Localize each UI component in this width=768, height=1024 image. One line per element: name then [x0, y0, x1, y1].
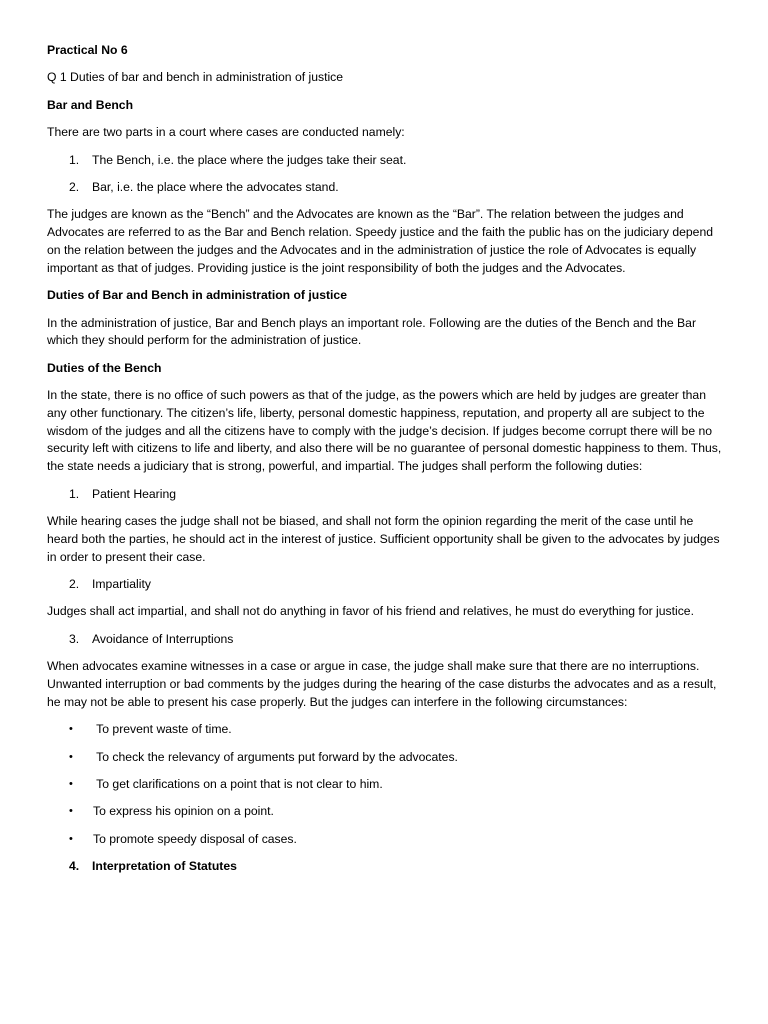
bullet-marker: •: [69, 832, 73, 845]
list-number: 4.: [69, 859, 80, 874]
duty-heading-patient-hearing: [47, 486, 723, 504]
question-heading: Q 1 Duties of bar and bench in administration of justice: [47, 70, 344, 85]
interruptions-paragraph: When advocates examine witnesses in a case or argue in case, the judge shall make sure that there are no interruptions. Unwanted interruption or bad comments by the judges during the hearing of the case disturbs the advocates and as a result, he may not be able to present his case properly. But the judges can interfere in the following circumstances:: [47, 659, 717, 709]
bullet-item: [47, 749, 723, 767]
bullet-text: To promote speedy disposal of cases.: [93, 831, 297, 846]
impartiality-paragraph: Judges shall act impartial, and shall not do anything in favor of his friend and relatives, he must do everything for justice.: [47, 604, 694, 619]
list-item: [47, 152, 723, 170]
list-number: 1.: [69, 486, 80, 501]
bullet-marker: •: [69, 805, 73, 818]
bullet-item: [47, 803, 723, 821]
duties-bench-heading: Duties of the Bench: [47, 360, 162, 375]
bullet-marker: •: [69, 723, 73, 736]
duty-label: Avoidance of Interruptions: [92, 631, 234, 646]
relation-paragraph: The judges are known as the “Bench” and the Advocates are known as the “Bar”. The relation between the judges and Advocates are referred to as the Bar and Bench relation. Speedy justice and the faith the public has on the judiciary depend on the relation between the judges and the Advocates and in the administration of justice the role of Advocates is equally important as that of judges. Providing justice is the joint responsibility of both the judges and the Advocates.: [47, 207, 713, 275]
bullet-marker: •: [69, 777, 73, 790]
list-number: 1.: [69, 152, 80, 167]
duty-heading-interruptions: [47, 631, 723, 649]
duties-paragraph: In the administration of justice, Bar and Bench plays an important role. Following are the duties of the Bench and the Bar which they should perform for the administration of justice.: [47, 315, 697, 348]
list-item-text: Bar, i.e. the place where the advocates stand.: [92, 179, 339, 194]
bullet-text: To express his opinion on a point.: [93, 804, 274, 819]
bench-paragraph: In the state, there is no office of such powers as that of the judge, as the powers which are held by judges are greater than any other functionary. The citizen’s life, liberty, personal domestic happiness, reputation, and property all are subject to the wisdom of the judges and all the citizens have to comply with the judge’s decision. If judges become corrupt there will be no security left with citizens to life and liberty, and also there will be no guarantee of personal domestic happiness to them. Thus, the state needs a judiciary that is strong, powerful, and impartial. The judges shall perform the following duties:: [47, 388, 722, 474]
list-number: 3.: [69, 631, 80, 646]
duty-label: Patient Hearing: [92, 486, 177, 501]
bullet-item: [47, 831, 723, 849]
bullet-text: To check the relevancy of arguments put forward by the advocates.: [93, 749, 458, 764]
intro-paragraph: There are two parts in a court where cases are conducted namely:: [47, 125, 405, 140]
bar-bench-heading: Bar and Bench: [47, 97, 134, 112]
bullet-marker: •: [69, 750, 73, 763]
duty-label: Interpretation of Statutes: [92, 859, 237, 874]
list-number: 2.: [69, 179, 80, 194]
list-item-text: The Bench, i.e. the place where the judges take their seat.: [92, 152, 407, 167]
duties-heading: Duties of Bar and Bench in administration of justice: [47, 288, 347, 303]
bullet-text: To get clarifications on a point that is not clear to him.: [93, 776, 383, 791]
bullet-item: [47, 776, 723, 794]
list-item: [47, 179, 723, 197]
duty-label: Impartiality: [92, 577, 151, 592]
list-number: 2.: [69, 577, 80, 592]
duty-heading-impartiality: [47, 576, 723, 594]
practical-title: Practical No 6: [47, 43, 128, 57]
patient-hearing-paragraph: While hearing cases the judge shall not be biased, and shall not form the opinion regarding the merit of the case until he heard both the parties, he should act in the interest of justice. Sufficient opportunity shall be given to the advocates by judges in order to present their case.: [47, 514, 720, 564]
duty-heading-interpretation: [47, 858, 723, 876]
document-page: [47, 42, 723, 886]
bullet-text: To prevent waste of time.: [93, 722, 232, 737]
bullet-item: [47, 721, 723, 739]
